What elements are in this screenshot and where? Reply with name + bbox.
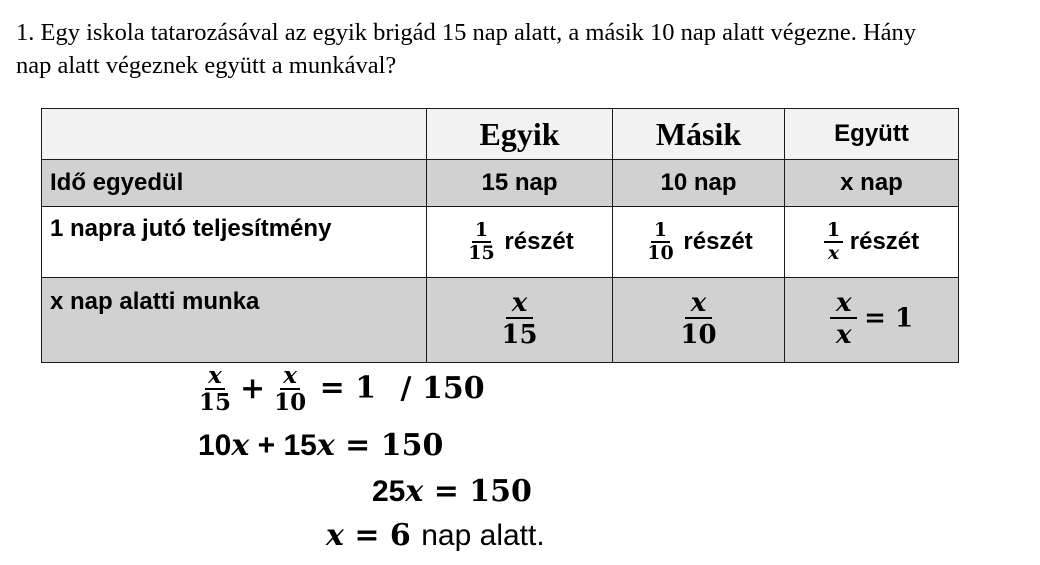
header-masik: Másik: [613, 109, 785, 160]
equals-one: = 1: [864, 303, 914, 334]
fraction: $\frac{x}{15}$: [501, 288, 538, 351]
suffix-reszet: részét: [849, 227, 920, 255]
plus-sign: +: [249, 429, 284, 462]
multiply-note: / 150: [400, 370, 485, 406]
fraction: $\frac{1}{10}$: [647, 218, 674, 264]
cell-teljesitmeny-egyutt: [785, 207, 959, 278]
row-label-munka: x nap alatti munka: [42, 278, 427, 363]
problem-line-2: nap alatt végeznek együtt a munkával?: [16, 52, 397, 79]
cell-ido-egyik: 15 nap: [427, 160, 613, 207]
data-table: [41, 108, 959, 363]
plus-sign: +: [240, 370, 266, 406]
cell-teljesitmeny-masik: [613, 207, 785, 278]
cell-munka-egyik: [427, 278, 613, 363]
variable: x: [405, 474, 424, 509]
equals-rhs: = 150: [423, 474, 532, 509]
fraction: $\frac{x}{15}$: [199, 362, 232, 417]
coefficient: 25: [372, 475, 406, 508]
equation-line-1: [196, 364, 485, 415]
equals-one: = 1: [319, 370, 377, 406]
table-row: [42, 207, 959, 278]
variable: x: [316, 428, 335, 463]
coefficient: 10: [198, 429, 232, 462]
cell-munka-egyutt: [785, 278, 959, 363]
equals-rhs: = 150: [334, 428, 444, 463]
equals-rhs: = 6: [343, 518, 411, 553]
row-label-ido: Idő egyedül: [42, 160, 427, 207]
variable: x: [231, 428, 250, 463]
cell-munka-masik: [613, 278, 785, 363]
answer-text: nap alatt.: [421, 519, 545, 552]
header-egyik: Egyik: [427, 109, 613, 160]
header-egyutt: Együtt: [785, 109, 959, 160]
equation-line-4: [326, 518, 545, 553]
fraction: $\frac{1}{15}$: [468, 218, 495, 264]
problem-line-1: 1. Egy iskola tatarozásával az egyik brigád 15 nap alatt, a másik 10 nap alatt végezne. Hány: [16, 19, 917, 46]
fraction: $\frac{1}{x}$: [824, 221, 843, 264]
fraction: $\frac{x}{x}$: [830, 290, 858, 350]
cell-teljesitmeny-egyik: [427, 207, 613, 278]
cell-ido-egyutt: x nap: [785, 160, 959, 207]
suffix-reszet: részét: [683, 227, 753, 255]
fraction: $\frac{x}{10}$: [274, 362, 307, 417]
problem-statement: [16, 16, 1026, 82]
coefficient: 15: [283, 429, 317, 462]
fraction: $\frac{x}{10}$: [680, 288, 717, 351]
table-row: [42, 278, 959, 363]
equation-line-2: [198, 428, 443, 463]
suffix-reszet: részét: [504, 227, 574, 255]
cell-ido-masik: 10 nap: [613, 160, 785, 207]
table-row: [42, 160, 959, 207]
variable: x: [326, 518, 344, 553]
row-label-teljesitmeny: 1 napra jutó teljesítmény: [42, 207, 427, 278]
table-header-row: [42, 109, 959, 160]
equation-line-3: [372, 474, 532, 509]
header-empty-cell: [42, 109, 427, 160]
